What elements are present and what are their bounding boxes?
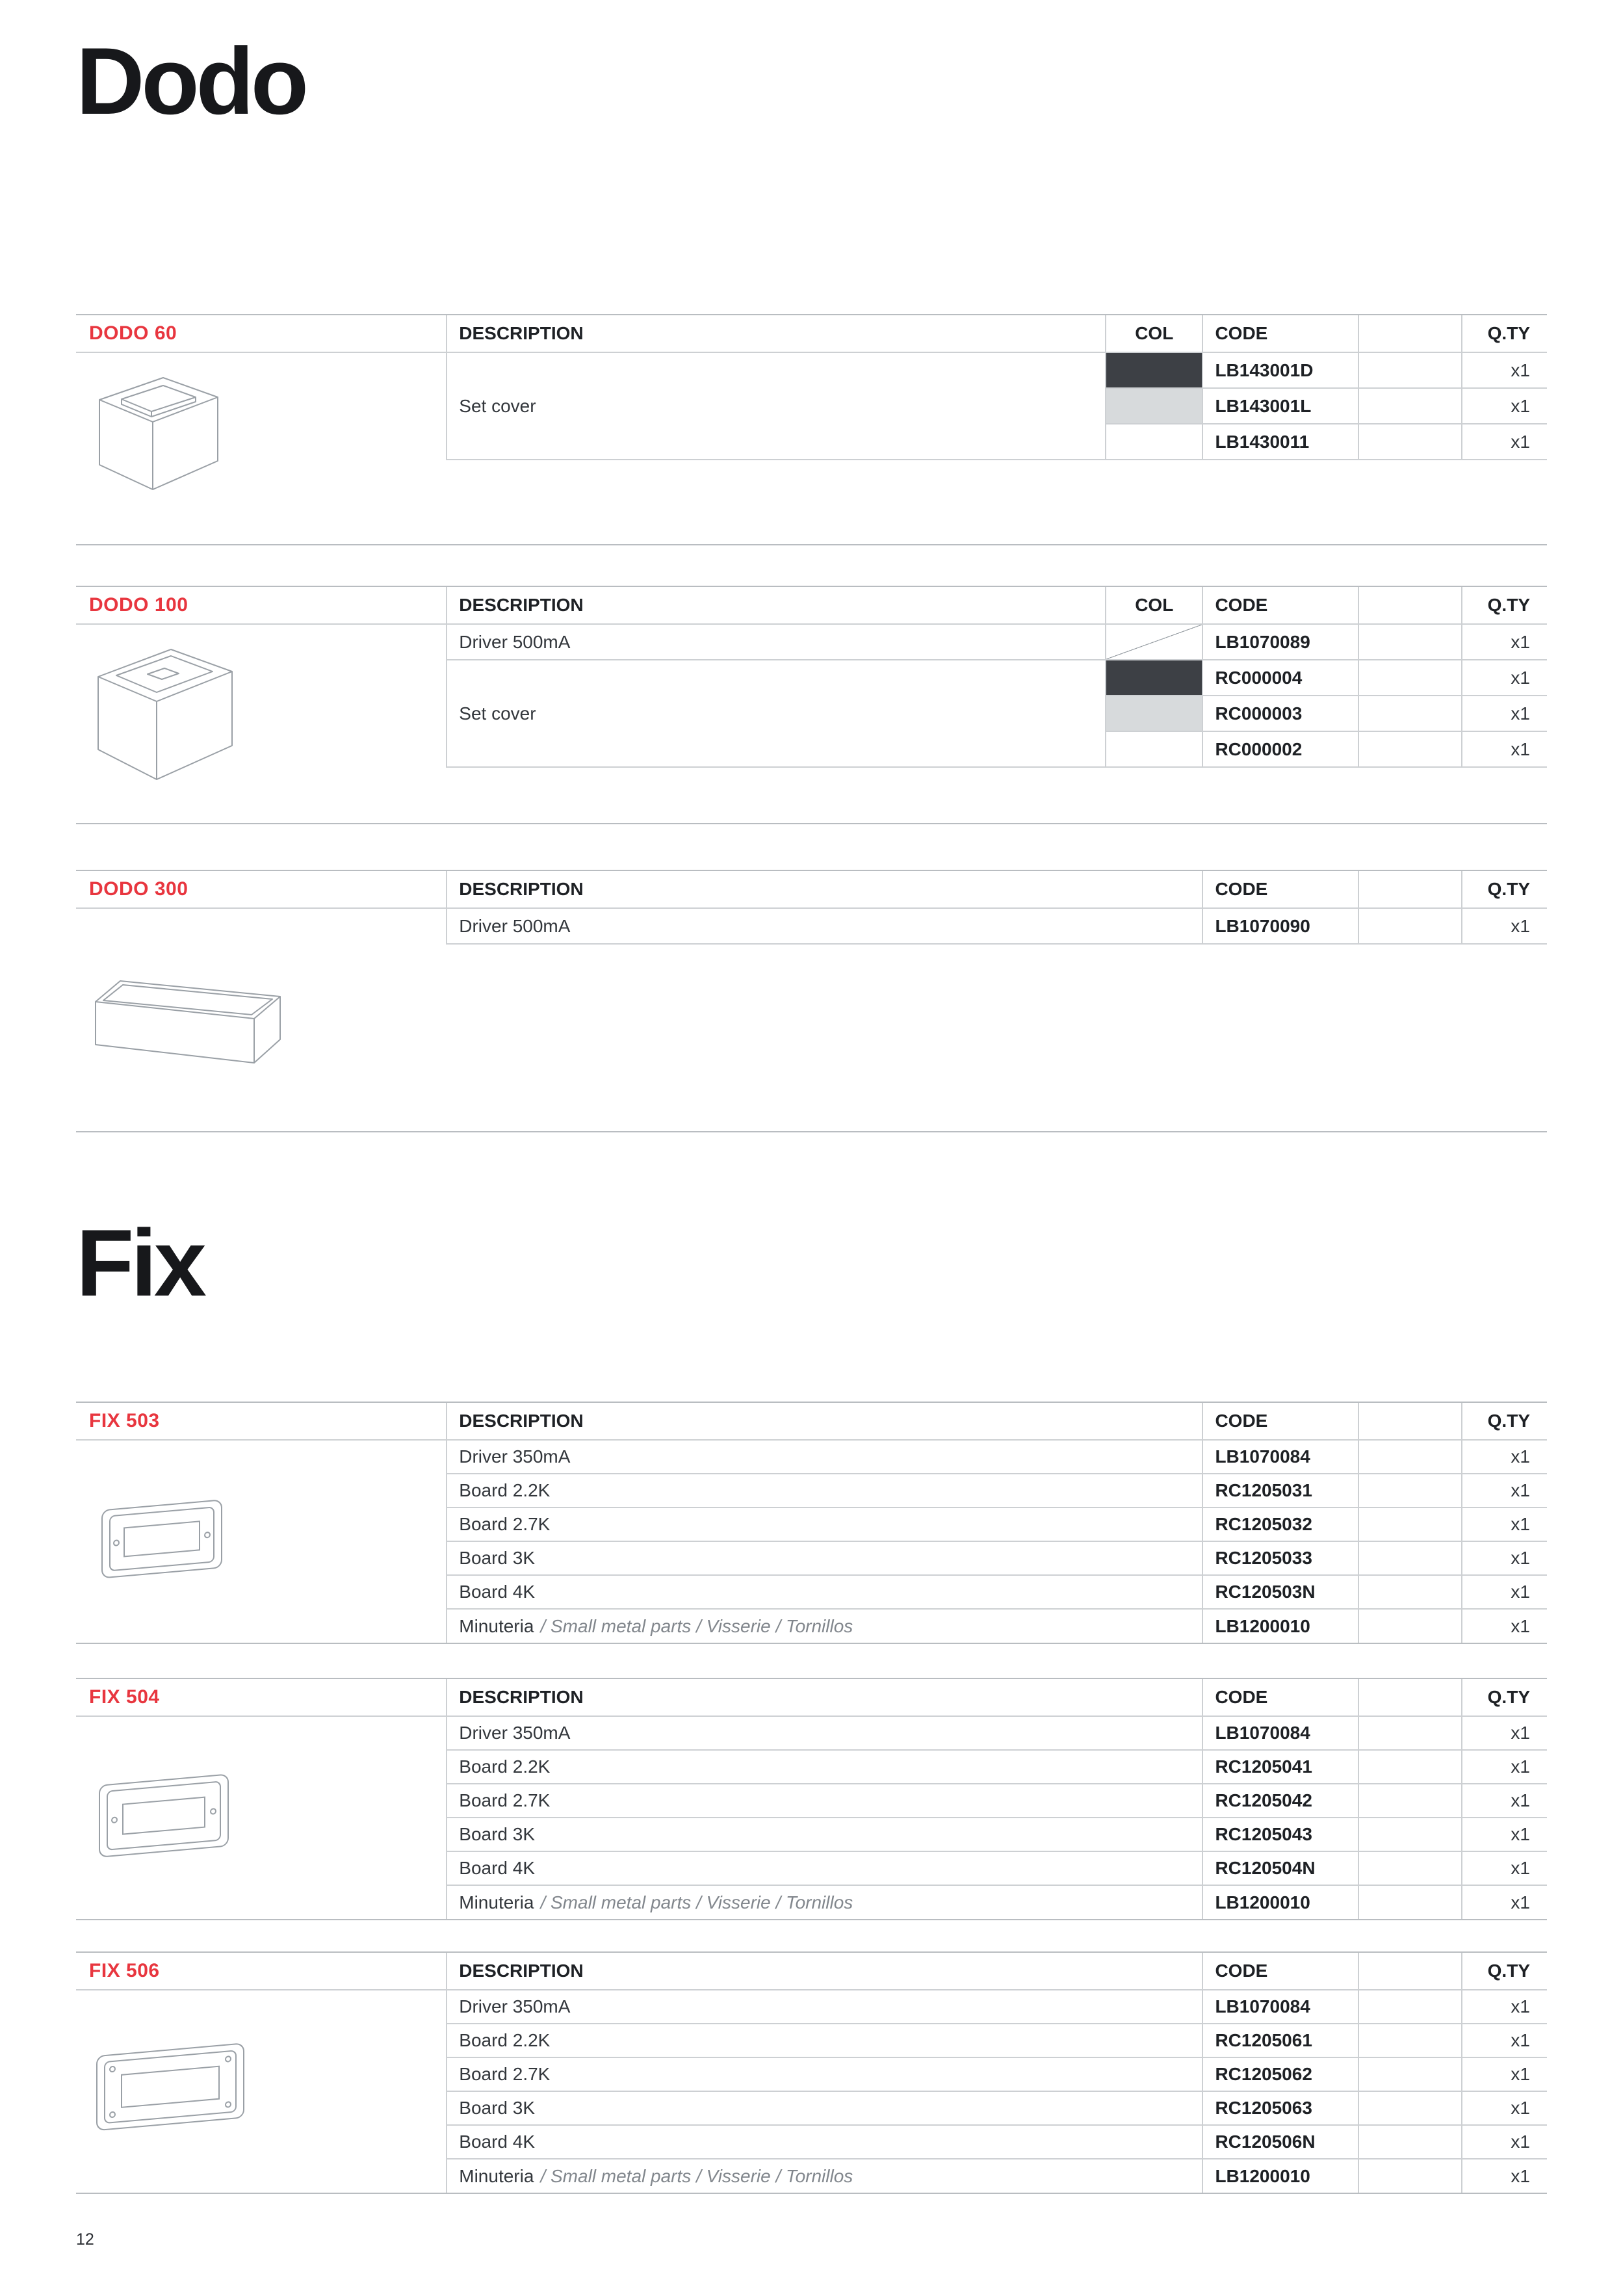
description-translations: / Small metal parts / Visserie / Tornillos — [540, 2165, 853, 2186]
spare-part-row — [76, 1990, 1547, 2024]
qty-header: Q.TY — [1462, 1679, 1547, 1716]
description-cell — [447, 1609, 1202, 1643]
table-header-row — [76, 1403, 1547, 1440]
qty-header: Q.TY — [1462, 315, 1547, 352]
filler-cell — [447, 767, 1547, 823]
product-model-name: DODO 100 — [76, 587, 447, 624]
description-cell: Board 4K — [447, 1851, 1202, 1885]
description-header: DESCRIPTION — [447, 315, 1106, 352]
spare-part-row — [76, 1716, 1547, 1750]
code-cell: RC1205042 — [1202, 1784, 1358, 1818]
fix-503-table — [76, 1402, 1547, 1644]
code-cell: LB143001D — [1202, 352, 1358, 388]
qty-cell: x1 — [1462, 2159, 1547, 2193]
blank-cell — [1358, 1750, 1461, 1784]
qty-cell: x1 — [1462, 908, 1547, 944]
code-cell: LB1070084 — [1202, 1440, 1358, 1474]
description-cell: Board 2.7K — [447, 1784, 1202, 1818]
page-number: 12 — [76, 2230, 94, 2249]
spare-part-row — [76, 352, 1547, 388]
dodo-100-table — [76, 586, 1547, 824]
blank-cell — [1358, 624, 1461, 660]
dodo-100-line-drawing — [90, 634, 240, 790]
color-swatch — [1106, 660, 1202, 696]
description-text: Minuteria — [459, 2165, 534, 2186]
description-cell: Board 3K — [447, 1818, 1202, 1851]
code-header: CODE — [1202, 1953, 1358, 1990]
qty-cell: x1 — [1462, 696, 1547, 731]
qty-cell: x1 — [1462, 660, 1547, 696]
qty-cell: x1 — [1462, 1474, 1547, 1507]
color-swatch — [1106, 624, 1202, 660]
code-cell: RC000003 — [1202, 696, 1358, 731]
product-model-name: DODO 300 — [76, 871, 447, 908]
code-cell: RC1205062 — [1202, 2057, 1358, 2091]
qty-cell: x1 — [1462, 1440, 1547, 1474]
blank-cell — [1358, 731, 1461, 767]
code-cell: LB143001L — [1202, 388, 1358, 424]
description-translations: / Small metal parts / Visserie / Tornillos — [540, 1892, 853, 1912]
table-header-row — [76, 1679, 1547, 1716]
description-header: DESCRIPTION — [447, 587, 1106, 624]
blank-cell — [1358, 1609, 1461, 1643]
dodo-60-table — [76, 314, 1547, 545]
blank-cell — [1358, 1885, 1461, 1919]
blank-cell — [1358, 1440, 1461, 1474]
fix-503-line-drawing — [90, 1493, 233, 1591]
blank-header — [1358, 1953, 1461, 1990]
description-cell: Driver 350mA — [447, 1990, 1202, 2024]
blank-cell — [1358, 1784, 1461, 1818]
table-header-row — [76, 1953, 1547, 1990]
color-swatch — [1106, 696, 1202, 731]
col-header: COL — [1106, 587, 1202, 624]
dodo-300-line-drawing — [90, 968, 285, 1072]
blank-cell — [1358, 696, 1461, 731]
qty-cell: x1 — [1462, 2091, 1547, 2125]
description-header: DESCRIPTION — [447, 871, 1202, 908]
qty-cell: x1 — [1462, 2024, 1547, 2057]
qty-cell: x1 — [1462, 352, 1547, 388]
description-cell: Driver 500mA — [447, 624, 1106, 660]
fix-section-title: Fix — [76, 1210, 203, 1316]
dodo-300-table — [76, 870, 1547, 1132]
qty-cell: x1 — [1462, 2057, 1547, 2091]
code-cell: LB1070089 — [1202, 624, 1358, 660]
dodo-section-title: Dodo — [76, 28, 305, 134]
color-swatch — [1106, 424, 1202, 460]
qty-cell: x1 — [1462, 1885, 1547, 1919]
code-cell: LB1070090 — [1202, 908, 1358, 944]
qty-cell: x1 — [1462, 1990, 1547, 2024]
color-swatch — [1106, 731, 1202, 767]
code-cell: LB1200010 — [1202, 1885, 1358, 1919]
blank-cell — [1358, 1541, 1461, 1575]
code-cell: RC120506N — [1202, 2125, 1358, 2159]
color-swatch — [1106, 352, 1202, 388]
code-header: CODE — [1202, 1679, 1358, 1716]
blank-cell — [1358, 2159, 1461, 2193]
product-model-name: FIX 504 — [76, 1679, 447, 1716]
qty-cell: x1 — [1462, 424, 1547, 460]
color-swatch — [1106, 388, 1202, 424]
code-cell: RC000004 — [1202, 660, 1358, 696]
fix-506-table — [76, 1951, 1547, 2194]
description-cell — [447, 2159, 1202, 2193]
qty-cell: x1 — [1462, 1541, 1547, 1575]
qty-header: Q.TY — [1462, 871, 1547, 908]
description-cell: Board 4K — [447, 1575, 1202, 1609]
code-cell: LB1070084 — [1202, 1990, 1358, 2024]
blank-cell — [1358, 2057, 1461, 2091]
code-cell: RC1205033 — [1202, 1541, 1358, 1575]
product-model-name: FIX 506 — [76, 1953, 447, 1990]
blank-cell — [1358, 352, 1461, 388]
dodo-60-drawing-cell — [76, 352, 447, 544]
qty-cell: x1 — [1462, 624, 1547, 660]
description-cell: Board 3K — [447, 1541, 1202, 1575]
dodo-100-drawing-cell — [76, 624, 447, 823]
code-header: CODE — [1202, 587, 1358, 624]
blank-cell — [1358, 2091, 1461, 2125]
spare-part-row — [76, 908, 1547, 944]
description-cell: Board 2.7K — [447, 2057, 1202, 2091]
qty-header: Q.TY — [1462, 587, 1547, 624]
spare-part-row — [76, 1440, 1547, 1474]
code-cell: RC1205041 — [1202, 1750, 1358, 1784]
qty-cell: x1 — [1462, 1784, 1547, 1818]
blank-header — [1358, 587, 1461, 624]
qty-cell: x1 — [1462, 1750, 1547, 1784]
filler-cell — [447, 944, 1547, 1131]
product-model-name: FIX 503 — [76, 1403, 447, 1440]
blank-cell — [1358, 1575, 1461, 1609]
qty-cell: x1 — [1462, 1818, 1547, 1851]
blank-header — [1358, 871, 1461, 908]
blank-cell — [1358, 660, 1461, 696]
qty-header: Q.TY — [1462, 1403, 1547, 1440]
description-translations: / Small metal parts / Visserie / Tornillos — [540, 1615, 853, 1636]
description-cell: Set cover — [447, 660, 1106, 767]
qty-cell: x1 — [1462, 1507, 1547, 1541]
description-header: DESCRIPTION — [447, 1679, 1202, 1716]
code-cell: LB1070084 — [1202, 1716, 1358, 1750]
blank-cell — [1358, 424, 1461, 460]
description-header: DESCRIPTION — [447, 1953, 1202, 1990]
description-text: Minuteria — [459, 1615, 534, 1636]
fix-504-drawing-cell — [76, 1716, 447, 1919]
blank-cell — [1358, 1507, 1461, 1541]
qty-cell: x1 — [1462, 731, 1547, 767]
description-header: DESCRIPTION — [447, 1403, 1202, 1440]
fix-504-line-drawing — [90, 1769, 240, 1867]
qty-cell: x1 — [1462, 1851, 1547, 1885]
description-cell — [447, 1885, 1202, 1919]
blank-header — [1358, 1403, 1461, 1440]
table-header-row — [76, 587, 1547, 624]
col-header: COL — [1106, 315, 1202, 352]
qty-cell: x1 — [1462, 1609, 1547, 1643]
blank-cell — [1358, 1818, 1461, 1851]
fix-504-table — [76, 1678, 1547, 1920]
code-cell: RC1205032 — [1202, 1507, 1358, 1541]
qty-cell: x1 — [1462, 1575, 1547, 1609]
blank-cell — [1358, 2125, 1461, 2159]
description-cell: Board 2.2K — [447, 2024, 1202, 2057]
code-cell: LB1200010 — [1202, 1609, 1358, 1643]
description-cell: Board 2.2K — [447, 1474, 1202, 1507]
blank-header — [1358, 1679, 1461, 1716]
code-cell: LB1430011 — [1202, 424, 1358, 460]
blank-cell — [1358, 1990, 1461, 2024]
dodo-60-line-drawing — [90, 362, 227, 508]
code-header: CODE — [1202, 1403, 1358, 1440]
code-header: CODE — [1202, 871, 1358, 908]
code-cell: RC1205031 — [1202, 1474, 1358, 1507]
blank-cell — [1358, 388, 1461, 424]
dodo-300-drawing-cell — [76, 908, 447, 1131]
code-cell: RC000002 — [1202, 731, 1358, 767]
qty-cell: x1 — [1462, 388, 1547, 424]
description-cell: Board 4K — [447, 2125, 1202, 2159]
qty-cell: x1 — [1462, 2125, 1547, 2159]
code-cell: RC1205061 — [1202, 2024, 1358, 2057]
code-cell: RC120504N — [1202, 1851, 1358, 1885]
qty-header: Q.TY — [1462, 1953, 1547, 1990]
code-cell: RC1205063 — [1202, 2091, 1358, 2125]
table-header-row — [76, 315, 1547, 352]
product-model-name: DODO 60 — [76, 315, 447, 352]
description-cell: Board 3K — [447, 2091, 1202, 2125]
blank-cell — [1358, 2024, 1461, 2057]
fix-506-drawing-cell — [76, 1990, 447, 2193]
code-header: CODE — [1202, 315, 1358, 352]
description-cell: Board 2.7K — [447, 1507, 1202, 1541]
spare-part-row — [76, 624, 1547, 660]
code-cell: RC1205043 — [1202, 1818, 1358, 1851]
qty-cell: x1 — [1462, 1716, 1547, 1750]
table-header-row — [76, 871, 1547, 908]
description-cell: Driver 350mA — [447, 1716, 1202, 1750]
blank-cell — [1358, 1474, 1461, 1507]
blank-cell — [1358, 1851, 1461, 1885]
blank-cell — [1358, 908, 1461, 944]
filler-cell — [447, 460, 1547, 544]
description-cell: Driver 350mA — [447, 1440, 1202, 1474]
blank-header — [1358, 315, 1461, 352]
description-cell: Set cover — [447, 352, 1106, 460]
description-text: Minuteria — [459, 1892, 534, 1912]
description-cell: Board 2.2K — [447, 1750, 1202, 1784]
fix-506-line-drawing — [90, 2041, 253, 2142]
code-cell: LB1200010 — [1202, 2159, 1358, 2193]
code-cell: RC120503N — [1202, 1575, 1358, 1609]
description-cell: Driver 500mA — [447, 908, 1202, 944]
fix-503-drawing-cell — [76, 1440, 447, 1643]
blank-cell — [1358, 1716, 1461, 1750]
